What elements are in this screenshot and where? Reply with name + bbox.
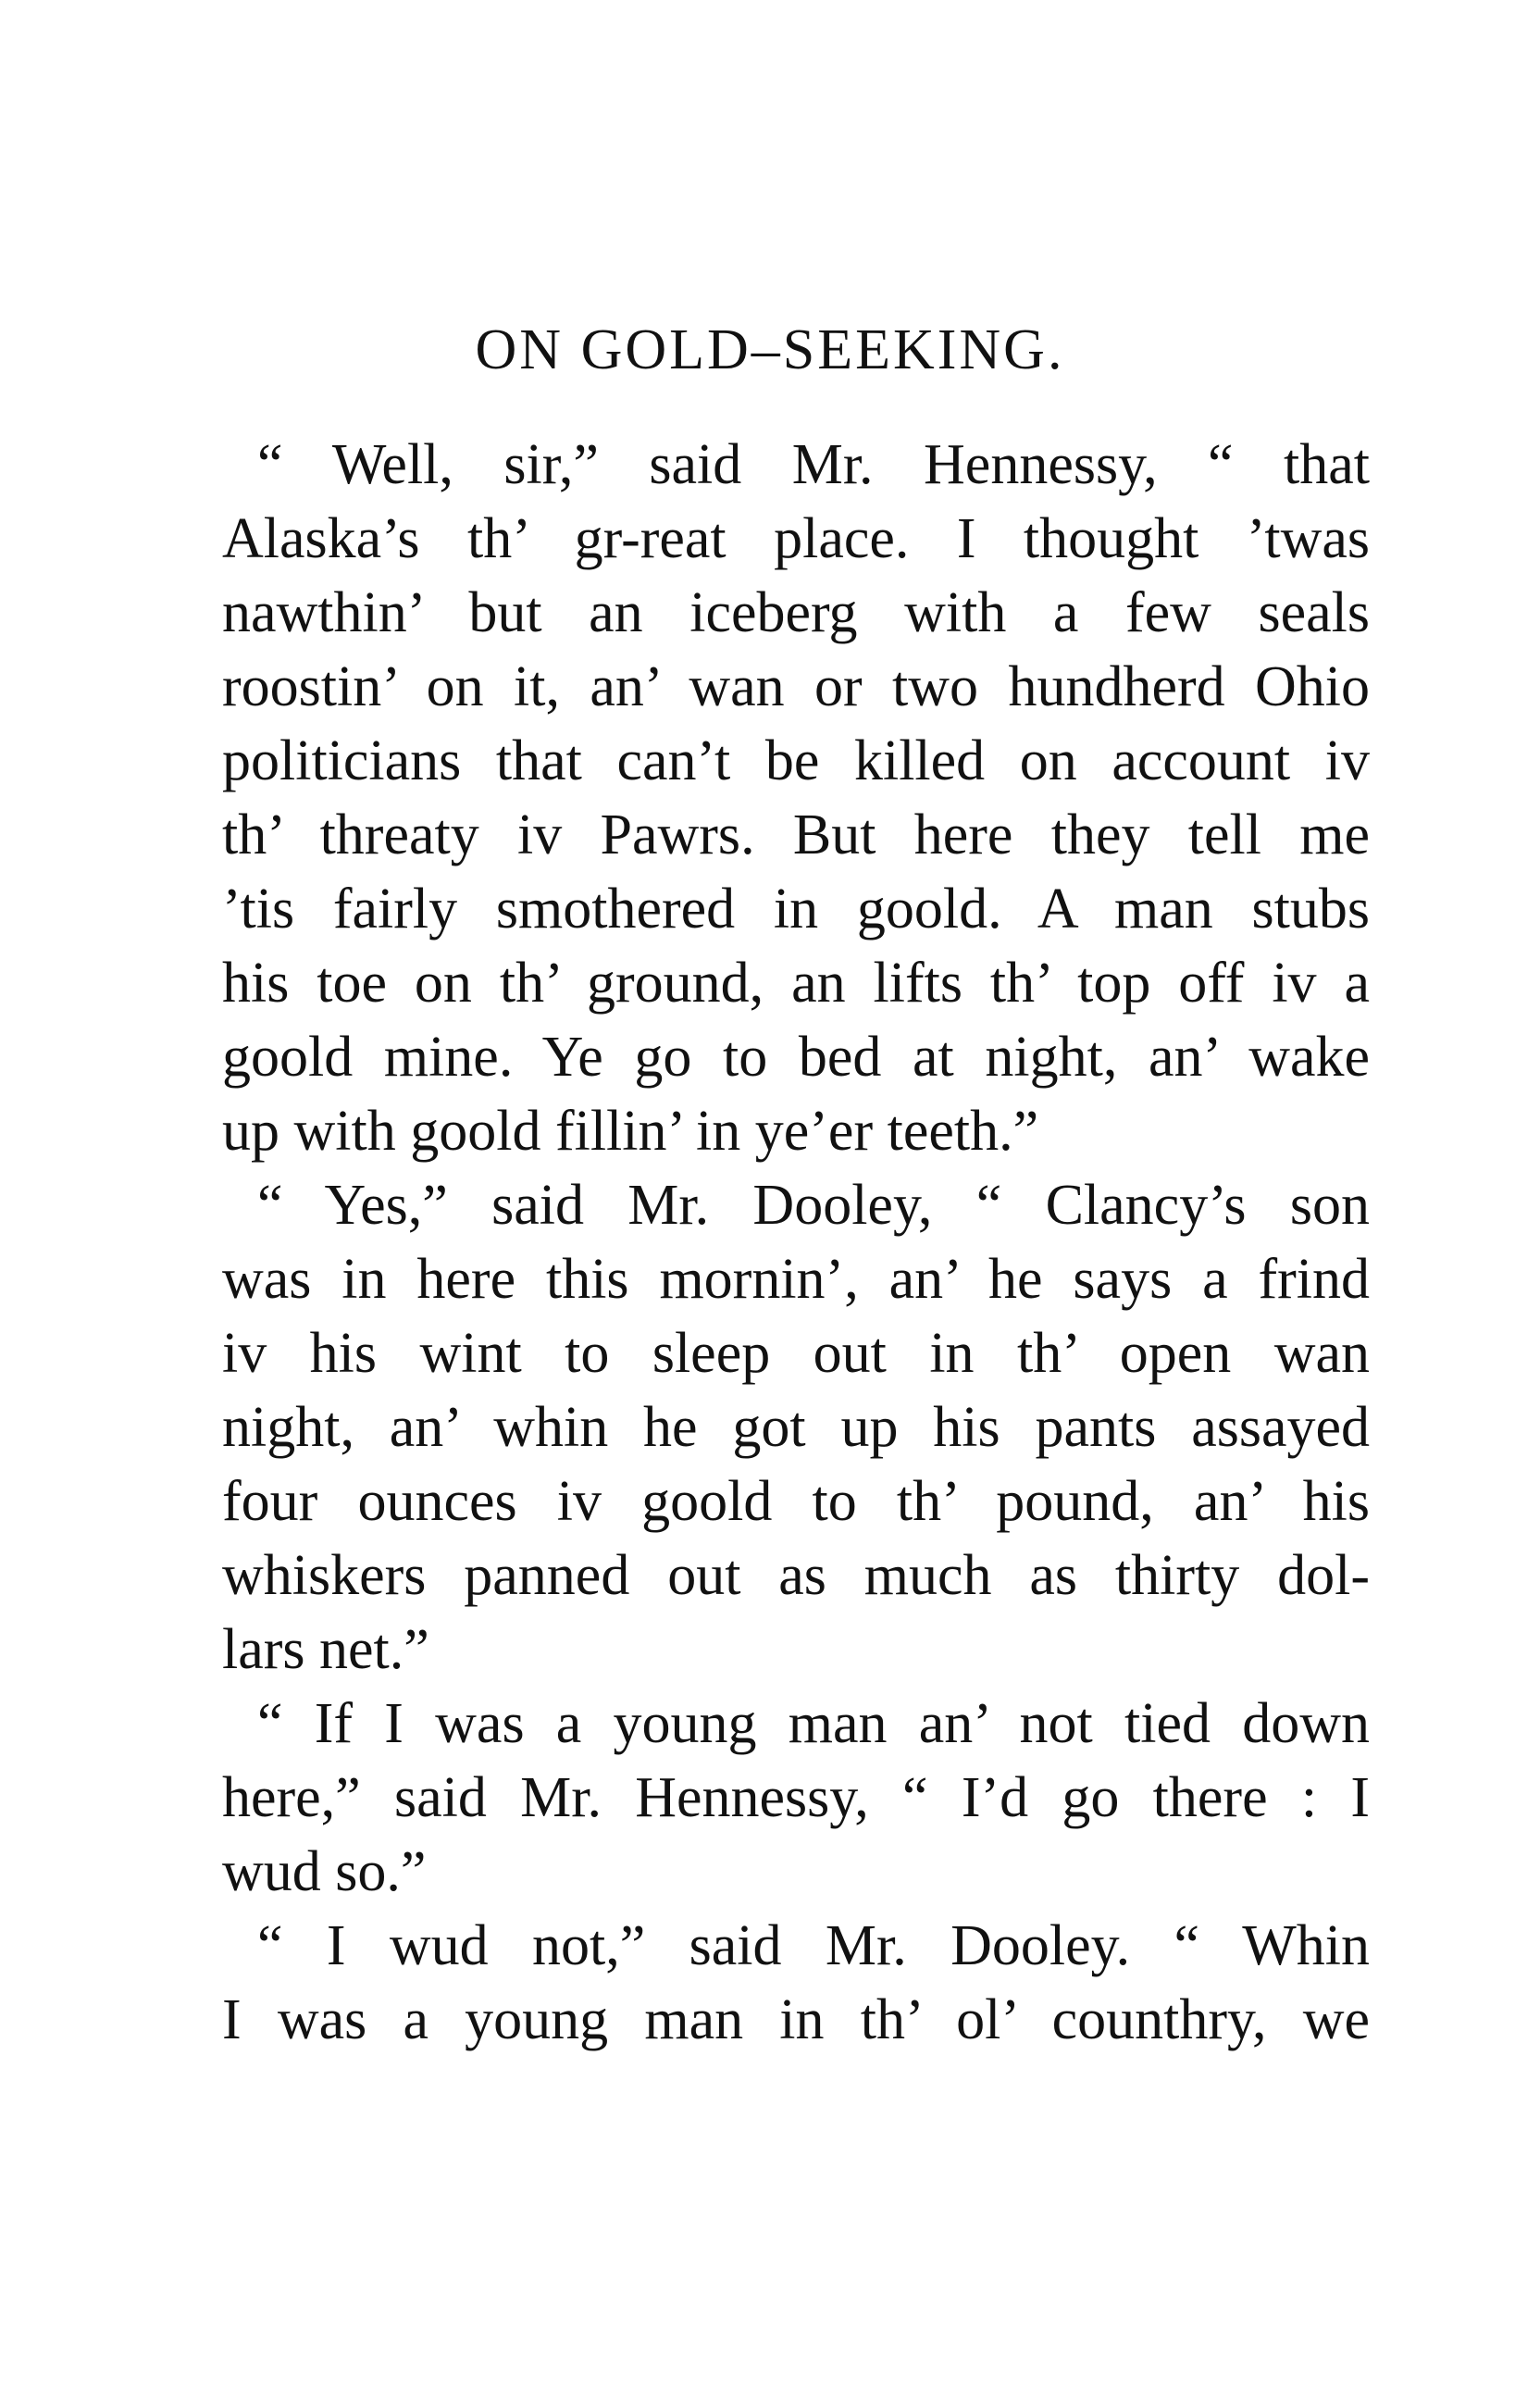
text-line: “ Well, sir,” said Mr. Hennessy, “ that bbox=[257, 433, 1370, 496]
text-line: up with goold fillin’ in ye’er teeth.” bbox=[222, 1100, 1039, 1163]
chapter-title: ON GOLD–SEEKING. bbox=[475, 318, 1065, 381]
text-line: I was a young man in th’ ol’ counthry, we bbox=[222, 1988, 1370, 2051]
text-line: th’ threaty iv Pawrs. But here they tell me bbox=[222, 804, 1370, 866]
text-line: politicians that can’t be killed on account iv bbox=[222, 729, 1370, 792]
text-line: four ounces iv goold to th’ pound, an’ his bbox=[222, 1470, 1370, 1533]
text-line: “ If I was a young man an’ not tied down bbox=[257, 1692, 1370, 1755]
text-line: ’tis fairly smothered in goold. A man stubs bbox=[222, 878, 1370, 941]
text-line: “ Yes,” said Mr. Dooley, “ Clancy’s son bbox=[257, 1174, 1370, 1237]
text-line: was in here this mornin’, an’ he says a frind bbox=[222, 1248, 1370, 1311]
body-text bbox=[222, 428, 1370, 2057]
text-line: whiskers panned out as much as thirty dol- bbox=[222, 1544, 1370, 1607]
text-line: wud so.” bbox=[222, 1840, 427, 1903]
text-line: his toe on th’ ground, an lifts th’ top off iv a bbox=[222, 952, 1370, 1015]
text-line: Alaska’s th’ gr-reat place. I thought ’twas bbox=[222, 507, 1370, 570]
text-line: lars net.” bbox=[222, 1618, 429, 1681]
text-line: iv his wint to sleep out in th’ open wan bbox=[222, 1322, 1370, 1385]
text-line: night, an’ whin he got up his pants assayed bbox=[222, 1396, 1370, 1459]
text-line: nawthin’ but an iceberg with a few seals bbox=[222, 581, 1370, 644]
text-line: goold mine. Ye go to bed at night, an’ wake bbox=[222, 1026, 1370, 1089]
text-line: roostin’ on it, an’ wan or two hundherd Ohio bbox=[222, 655, 1370, 718]
text-line: “ I wud not,” said Mr. Dooley. “ Whin bbox=[257, 1914, 1370, 1977]
text-line: here,” said Mr. Hennessy, “ I’d go there : I bbox=[222, 1766, 1370, 1829]
